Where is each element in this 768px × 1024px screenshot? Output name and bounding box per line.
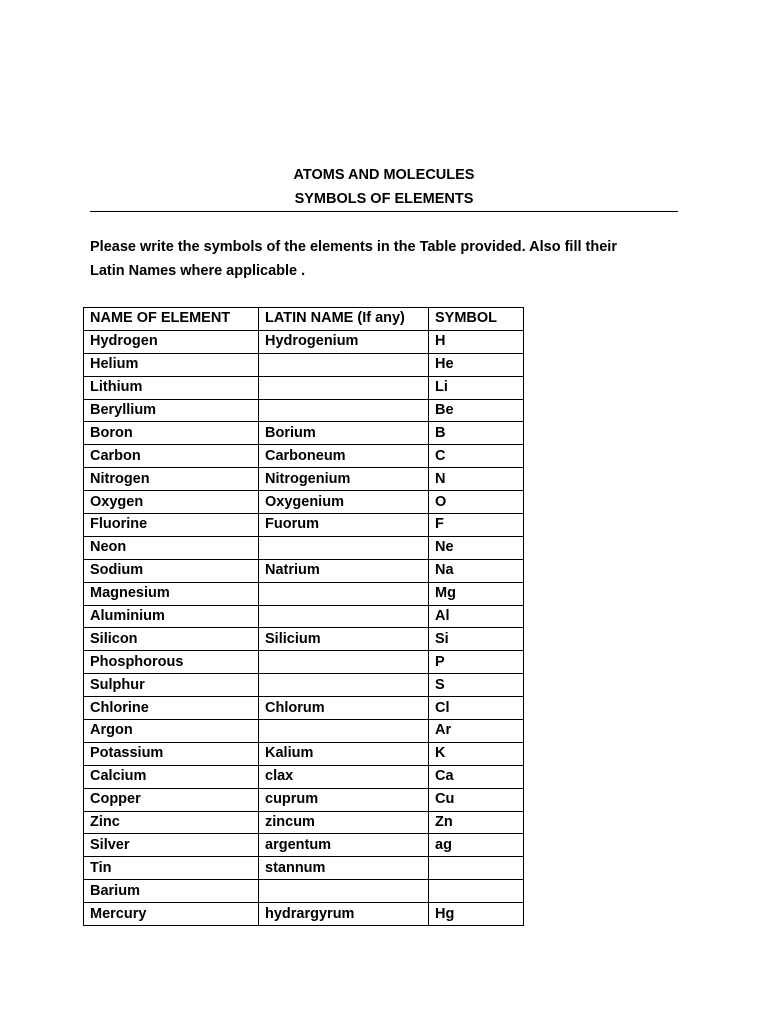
latin-name-cell: Chlorum — [259, 697, 429, 720]
symbol-cell: Hg — [429, 903, 524, 926]
table-row — [84, 880, 524, 903]
instructions-line-1: Please write the symbols of the elements in the Table provided. Also fill their — [90, 239, 617, 255]
symbol-cell: S — [429, 674, 524, 697]
page-title: ATOMS AND MOLECULES — [293, 167, 475, 183]
element-name-cell: Potassium — [84, 742, 259, 765]
latin-name-cell: hydrargyrum — [259, 903, 429, 926]
latin-name-cell — [259, 536, 429, 559]
element-name-cell: Carbon — [84, 445, 259, 468]
element-name-cell: Aluminium — [84, 605, 259, 628]
latin-name-cell — [259, 720, 429, 743]
instructions — [90, 235, 690, 283]
table-row — [84, 582, 524, 605]
latin-name-cell: Oxygenium — [259, 491, 429, 514]
table-row — [84, 353, 524, 376]
element-name-cell: Nitrogen — [84, 468, 259, 491]
latin-name-cell: Natrium — [259, 559, 429, 582]
element-name-cell: Mercury — [84, 903, 259, 926]
table-row — [84, 628, 524, 651]
latin-name-cell — [259, 376, 429, 399]
latin-name-cell: stannum — [259, 857, 429, 880]
element-name-cell: Sulphur — [84, 674, 259, 697]
symbol-cell: Si — [429, 628, 524, 651]
latin-name-cell — [259, 605, 429, 628]
table-row — [84, 857, 524, 880]
symbol-cell: Cl — [429, 697, 524, 720]
column-header-name: NAME OF ELEMENT — [84, 308, 259, 331]
element-name-cell: Argon — [84, 720, 259, 743]
table-body — [84, 330, 524, 925]
symbol-cell: Be — [429, 399, 524, 422]
latin-name-cell: Fuorum — [259, 514, 429, 537]
table-row — [84, 491, 524, 514]
table-row — [84, 788, 524, 811]
symbol-cell: C — [429, 445, 524, 468]
symbol-cell — [429, 857, 524, 880]
symbol-cell: O — [429, 491, 524, 514]
element-name-cell: Hydrogen — [84, 330, 259, 353]
symbol-cell: F — [429, 514, 524, 537]
element-name-cell: Silver — [84, 834, 259, 857]
table-row — [84, 376, 524, 399]
symbol-cell: Cu — [429, 788, 524, 811]
table-row — [84, 674, 524, 697]
symbol-cell: K — [429, 742, 524, 765]
latin-name-cell — [259, 399, 429, 422]
symbol-cell: Al — [429, 605, 524, 628]
latin-name-cell — [259, 880, 429, 903]
symbol-cell — [429, 880, 524, 903]
table-row — [84, 765, 524, 788]
table-row — [84, 468, 524, 491]
table-row — [84, 422, 524, 445]
table-row — [84, 605, 524, 628]
table-row — [84, 330, 524, 353]
symbol-cell: Li — [429, 376, 524, 399]
latin-name-cell: Silicium — [259, 628, 429, 651]
symbol-cell: Zn — [429, 811, 524, 834]
element-name-cell: Oxygen — [84, 491, 259, 514]
latin-name-cell: cuprum — [259, 788, 429, 811]
table-row — [84, 399, 524, 422]
symbol-cell: B — [429, 422, 524, 445]
symbol-cell: Ca — [429, 765, 524, 788]
symbol-cell: ag — [429, 834, 524, 857]
table-row — [84, 720, 524, 743]
latin-name-cell: Hydrogenium — [259, 330, 429, 353]
table-row — [84, 559, 524, 582]
element-name-cell: Tin — [84, 857, 259, 880]
table-row — [84, 536, 524, 559]
element-name-cell: Phosphorous — [84, 651, 259, 674]
symbol-cell: Mg — [429, 582, 524, 605]
elements-table — [83, 307, 524, 926]
column-header-symbol: SYMBOL — [429, 308, 524, 331]
table-row — [84, 903, 524, 926]
latin-name-cell: Borium — [259, 422, 429, 445]
element-name-cell: Beryllium — [84, 399, 259, 422]
element-name-cell: Magnesium — [84, 582, 259, 605]
element-name-cell: Copper — [84, 788, 259, 811]
latin-name-cell — [259, 674, 429, 697]
latin-name-cell — [259, 651, 429, 674]
element-name-cell: Helium — [84, 353, 259, 376]
table-row — [84, 697, 524, 720]
page-subtitle: SYMBOLS OF ELEMENTS — [294, 191, 474, 207]
element-name-cell: Fluorine — [84, 514, 259, 537]
latin-name-cell: clax — [259, 765, 429, 788]
latin-name-cell — [259, 582, 429, 605]
header-divider — [90, 211, 678, 212]
element-name-cell: Sodium — [84, 559, 259, 582]
column-header-latin-name: LATIN NAME (If any) — [259, 308, 429, 331]
symbol-cell: P — [429, 651, 524, 674]
table-row — [84, 811, 524, 834]
element-name-cell: Chlorine — [84, 697, 259, 720]
document-header — [0, 163, 768, 211]
symbol-cell: Na — [429, 559, 524, 582]
latin-name-cell: argentum — [259, 834, 429, 857]
latin-name-cell: Carboneum — [259, 445, 429, 468]
table-row — [84, 514, 524, 537]
symbol-cell: H — [429, 330, 524, 353]
element-name-cell: Silicon — [84, 628, 259, 651]
table-row — [84, 651, 524, 674]
table-row — [84, 742, 524, 765]
latin-name-cell: Kalium — [259, 742, 429, 765]
symbol-cell: He — [429, 353, 524, 376]
element-name-cell: Zinc — [84, 811, 259, 834]
symbol-cell: Ne — [429, 536, 524, 559]
symbol-cell: N — [429, 468, 524, 491]
table-header-row — [84, 308, 524, 331]
symbol-cell: Ar — [429, 720, 524, 743]
table-row — [84, 834, 524, 857]
element-name-cell: Barium — [84, 880, 259, 903]
element-name-cell: Calcium — [84, 765, 259, 788]
latin-name-cell — [259, 353, 429, 376]
element-name-cell: Lithium — [84, 376, 259, 399]
latin-name-cell: Nitrogenium — [259, 468, 429, 491]
instructions-line-2: Latin Names where applicable . — [90, 263, 306, 279]
element-name-cell: Boron — [84, 422, 259, 445]
element-name-cell: Neon — [84, 536, 259, 559]
latin-name-cell: zincum — [259, 811, 429, 834]
table-row — [84, 445, 524, 468]
